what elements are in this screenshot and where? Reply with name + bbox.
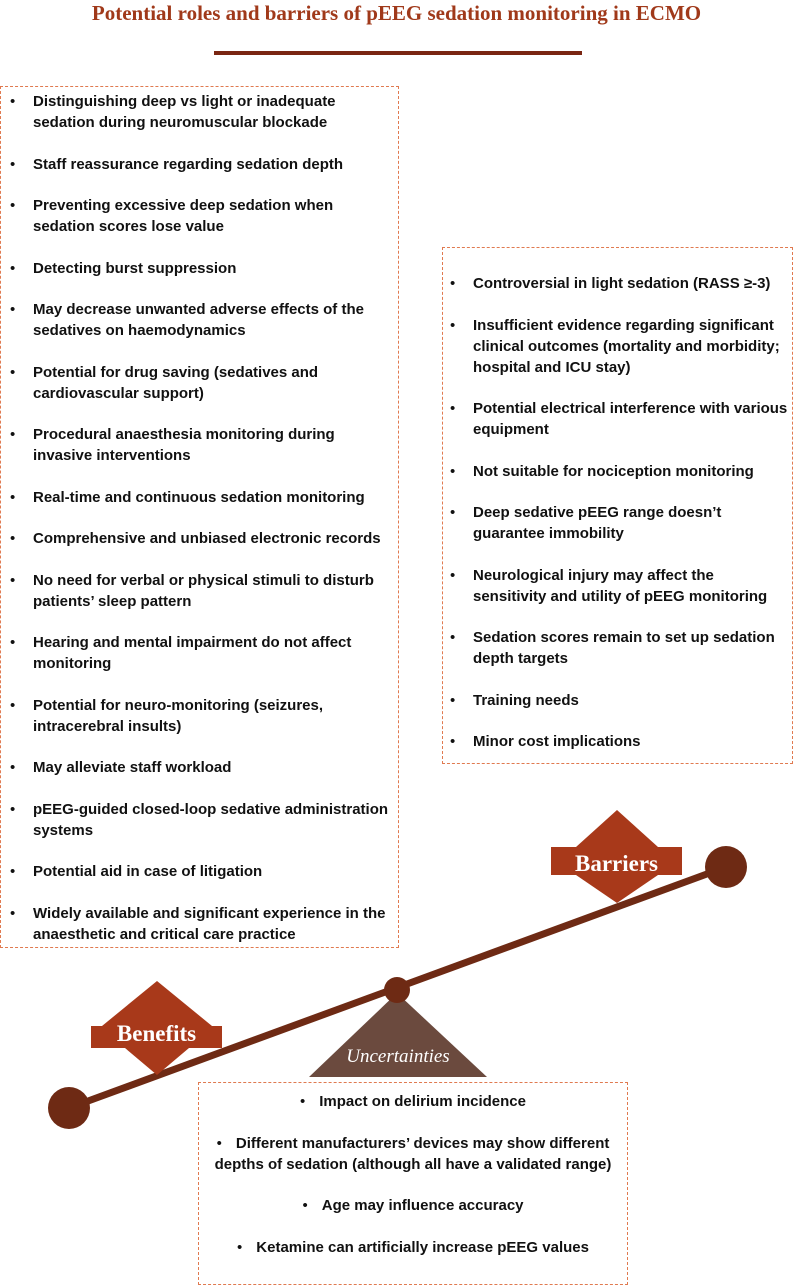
benefits-item: • Distinguishing deep vs light or inadequate sedation during neuromuscular blockade xyxy=(3,91,392,133)
benefits-item: • Preventing excessive deep sedation when sedation scores lose value xyxy=(3,195,392,237)
uncertainties-box xyxy=(198,1082,628,1285)
benefits-label: Benefits xyxy=(116,1021,197,1046)
uncertainties-item: • Different manufacturers’ devices may show different depths of sedation (although all have a validated range) xyxy=(209,1133,617,1175)
uncertainties-item: • Ketamine can artificially increase pEEG values xyxy=(209,1237,617,1258)
fulcrum-pivot xyxy=(384,977,410,1003)
benefits-item: • Comprehensive and unbiased electronic records xyxy=(3,528,392,549)
barriers-item: • Not suitable for nociception monitoring xyxy=(443,461,788,482)
barriers-item: • Sedation scores remain to set up sedation depth targets xyxy=(443,627,788,669)
benefits-item: • pEEG-guided closed-loop sedative administration systems xyxy=(3,799,392,841)
barriers-item: • Insufficient evidence regarding significant clinical outcomes (mortality and morbidity; hospital and ICU stay) xyxy=(443,315,788,378)
barriers-weight xyxy=(705,846,747,888)
benefits-item: • Procedural anaesthesia monitoring during invasive interventions xyxy=(3,424,392,466)
benefits-item: • Widely available and significant experience in the anaesthetic and critical care practice xyxy=(3,903,392,945)
benefits-weight xyxy=(48,1087,90,1129)
uncertainties-item: • Impact on delirium incidence xyxy=(209,1091,617,1112)
benefits-item: • Real-time and continuous sedation monitoring xyxy=(3,487,392,508)
benefits-item: • No need for verbal or physical stimuli to disturb patients’ sleep pattern xyxy=(3,570,392,612)
barriers-item: • Potential electrical interference with various equipment xyxy=(443,398,788,440)
benefits-item: • Hearing and mental impairment do not affect monitoring xyxy=(3,632,392,674)
uncertainties-label: Uncertainties xyxy=(346,1046,450,1067)
benefits-item: • Potential for neuro-monitoring (seizures, intracerebral insults) xyxy=(3,695,392,737)
benefits-item: • Staff reassurance regarding sedation depth xyxy=(3,154,392,175)
barriers-item: • Deep sedative pEEG range doesn’t guarantee immobility xyxy=(443,502,788,544)
uncertainties-item: • Age may influence accuracy xyxy=(209,1195,617,1216)
barriers-item: • Minor cost implications xyxy=(443,731,788,752)
barriers-item: • Neurological injury may affect the sensitivity and utility of pEEG monitoring xyxy=(443,565,788,607)
page-title: Potential roles and barriers of pEEG sedation monitoring in ECMO xyxy=(91,1,702,25)
barriers-item: • Controversial in light sedation (RASS ≥-3) xyxy=(443,273,788,294)
uncertainties-list xyxy=(209,1091,617,1258)
barriers-label: Barriers xyxy=(574,851,658,876)
benefits-item: • Detecting burst suppression xyxy=(3,258,392,279)
barriers-item: • Training needs xyxy=(443,690,788,711)
benefits-item: • Potential for drug saving (sedatives and cardiovascular support) xyxy=(3,362,392,404)
benefits-item: • May decrease unwanted adverse effects of the sedatives on haemodynamics xyxy=(3,299,392,341)
benefits-item: • May alleviate staff workload xyxy=(3,757,392,778)
benefits-item: • Potential aid in case of litigation xyxy=(3,861,392,882)
